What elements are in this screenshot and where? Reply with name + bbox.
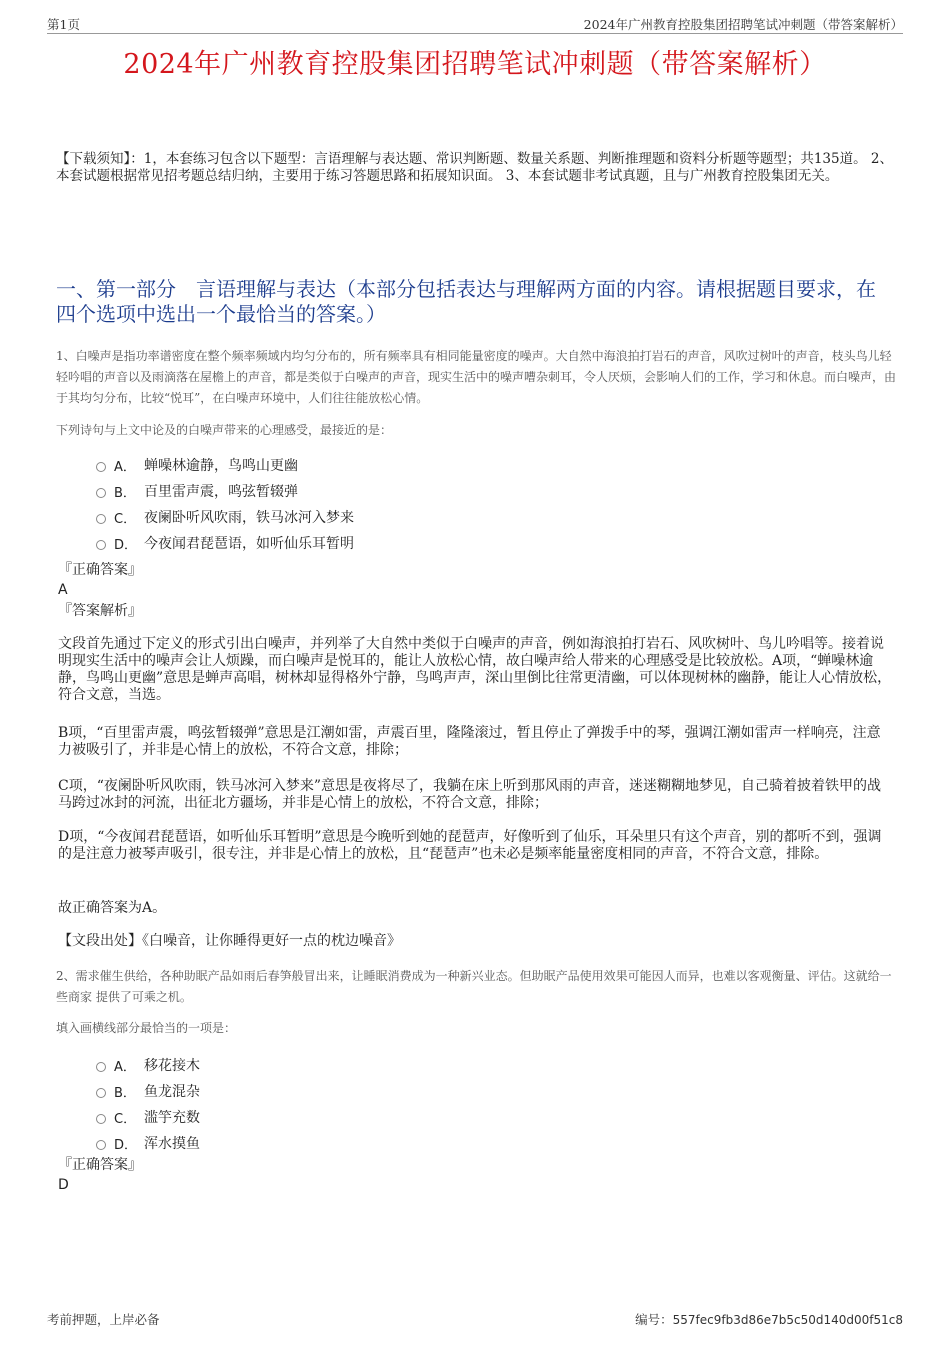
radio-icon[interactable] bbox=[96, 1088, 106, 1098]
question-2-option-d[interactable]: D． 浑水摸鱼 bbox=[96, 1130, 200, 1156]
question-2-option-b[interactable]: B． 鱼龙混杂 bbox=[96, 1078, 200, 1104]
question-1-analysis-para-1: 文段首先通过下定义的形式引出白噪声，并列举了大自然中类似于白噪声的声音，例如海浪拍打岩石、风吹树叶、鸟儿吟唱等。接着说明现实生活中的噪声会让人烦躁，而白噪声是悦耳的，能让人放松心情，故白噪声给人带来的心理感受是比较放松。A项，“蝉噪林逾静，鸟鸣山更幽”意思是蝉声高唱，树林却显得格外宁静，鸟鸣声声，深山里倒比往常更清幽，可以体现树林的幽静，能让人心情放松，符合文意，当选。 bbox=[58, 636, 892, 703]
question-1-option-c[interactable]: C． 夜阑卧听风吹雨，铁马冰河入梦来 bbox=[96, 504, 354, 530]
page-title: 2024年广州教育控股集团招聘笔试冲刺题（带答案解析） bbox=[123, 49, 827, 80]
radio-icon[interactable] bbox=[96, 462, 106, 472]
radio-icon[interactable] bbox=[96, 514, 106, 524]
header-doc-title: 2024年广州教育控股集团招聘笔试冲刺题（带答案解析） bbox=[583, 17, 903, 32]
question-1-analysis-para-2: B项，“百里雷声震，鸣弦暂辍弹”意思是江潮如雷，声震百里，隆隆滚过，暂且停止了弹拨手中的琴，强调江潮如雷声一样响亮，注意力被吸引了，并非是心情上的放松，不符合文意，排除； bbox=[58, 725, 881, 758]
radio-icon[interactable] bbox=[96, 1062, 106, 1072]
question-1-analysis-label: 『答案解析』 bbox=[58, 603, 142, 619]
page-header bbox=[47, 13, 903, 34]
download-notice: 【下载须知】：1，本套练习包含以下题型：言语理解与表达题、常识判断题、数量关系题、判断推理题和资料分析题等题型；共135道。 2、本套试题根据常见招考题总结归纳，主要用于练习答题思路和拓展知识面。 3、本套试题非考试真题，且与广州教育控股集团无关。 bbox=[56, 151, 893, 184]
question-2-text: 2、需求催生供给，各种助眠产品如雨后春笋般冒出来，让睡眠消费成为一种新兴业态。但助眠产品使用效果可能因人而异，也难以客观衡量、评估。这就给一些商家 提供了可乘之机。 bbox=[56, 969, 892, 1004]
footer-code: 编号：557fec9fb3d86e7b5c50d140d00f51c8 bbox=[635, 1312, 903, 1327]
question-1-option-a[interactable]: A． 蝉噪林逾静，鸟鸣山更幽 bbox=[96, 452, 354, 478]
question-1-options bbox=[96, 452, 354, 556]
radio-icon[interactable] bbox=[96, 1114, 106, 1124]
question-2-prompt: 填入画横线部分最恰当的一项是： bbox=[56, 1021, 237, 1035]
question-2-answer: D bbox=[58, 1177, 69, 1193]
question-2-option-a[interactable]: A． 移花接木 bbox=[96, 1052, 200, 1078]
question-1-prompt: 下列诗句与上文中论及的白噪声带来的心理感受，最接近的是： bbox=[56, 423, 393, 437]
question-1-source: 【文段出处】《白噪音，让你睡得更好一点的枕边噪音》 bbox=[58, 933, 401, 949]
question-2-options bbox=[96, 1052, 200, 1156]
question-1-answer-label: 『正确答案』 bbox=[58, 562, 142, 578]
question-1-text: 1、白噪声是指功率谱密度在整个频率频域内均匀分布的，所有频率具有相同能量密度的噪声。大自然中海浪拍打岩石的声音，风吹过树叶的声音，枝头鸟儿轻轻吟唱的声音以及雨滴落在屋檐上的声音，都是类似于白噪声的声音，现实生活中的噪声嘈杂刺耳，令人厌烦，会影响人们的工作，学习和休息。而白噪声，由于其均匀分布，比较“悦耳”，在白噪声环境中，人们往往能放松心情。 bbox=[56, 349, 897, 405]
question-1-analysis-para-3: C项，“夜阑卧听风吹雨，铁马冰河入梦来”意思是夜将尽了，我躺在床上听到那风雨的声音，迷迷糊糊地梦见，自己骑着披着铁甲的战马跨过冰封的河流，出征北方疆场，并非是心情上的放松，不符合文意，排除； bbox=[58, 778, 882, 811]
page-number: 第1页 bbox=[47, 17, 80, 32]
question-1-option-b[interactable]: B． 百里雷声震，鸣弦暂辍弹 bbox=[96, 478, 354, 504]
question-2-answer-label: 『正确答案』 bbox=[58, 1157, 142, 1173]
question-1-answer: A bbox=[58, 582, 68, 598]
radio-icon[interactable] bbox=[96, 488, 106, 498]
question-1-analysis-para-4: D项，“今夜闻君琵琶语，如听仙乐耳暂明”意思是今晚听到她的琵琶声，好像听到了仙乐，耳朵里只有这个声音，别的都听不到，强调的是注意力被琴声吸引，很专注，并非是心情上的放松，且“琵琶声”也未必是频率能量密度相同的声音，不符合文意，排除。 bbox=[58, 829, 882, 862]
footer-slogan: 考前押题，上岸必备 bbox=[47, 1312, 160, 1327]
question-1-option-d[interactable]: D． 今夜闻君琵琶语，如听仙乐耳暂明 bbox=[96, 530, 354, 556]
radio-icon[interactable] bbox=[96, 1140, 106, 1150]
question-1-analysis-conclusion: 故正确答案为A。 bbox=[58, 900, 167, 916]
section-heading: 一、第一部分 言语理解与表达（本部分包括表达与理解两方面的内容。请根据题目要求，在四个选项中选出一个最恰当的答案。） bbox=[56, 277, 876, 326]
question-2-option-c[interactable]: C． 滥竽充数 bbox=[96, 1104, 200, 1130]
radio-icon[interactable] bbox=[96, 540, 106, 550]
